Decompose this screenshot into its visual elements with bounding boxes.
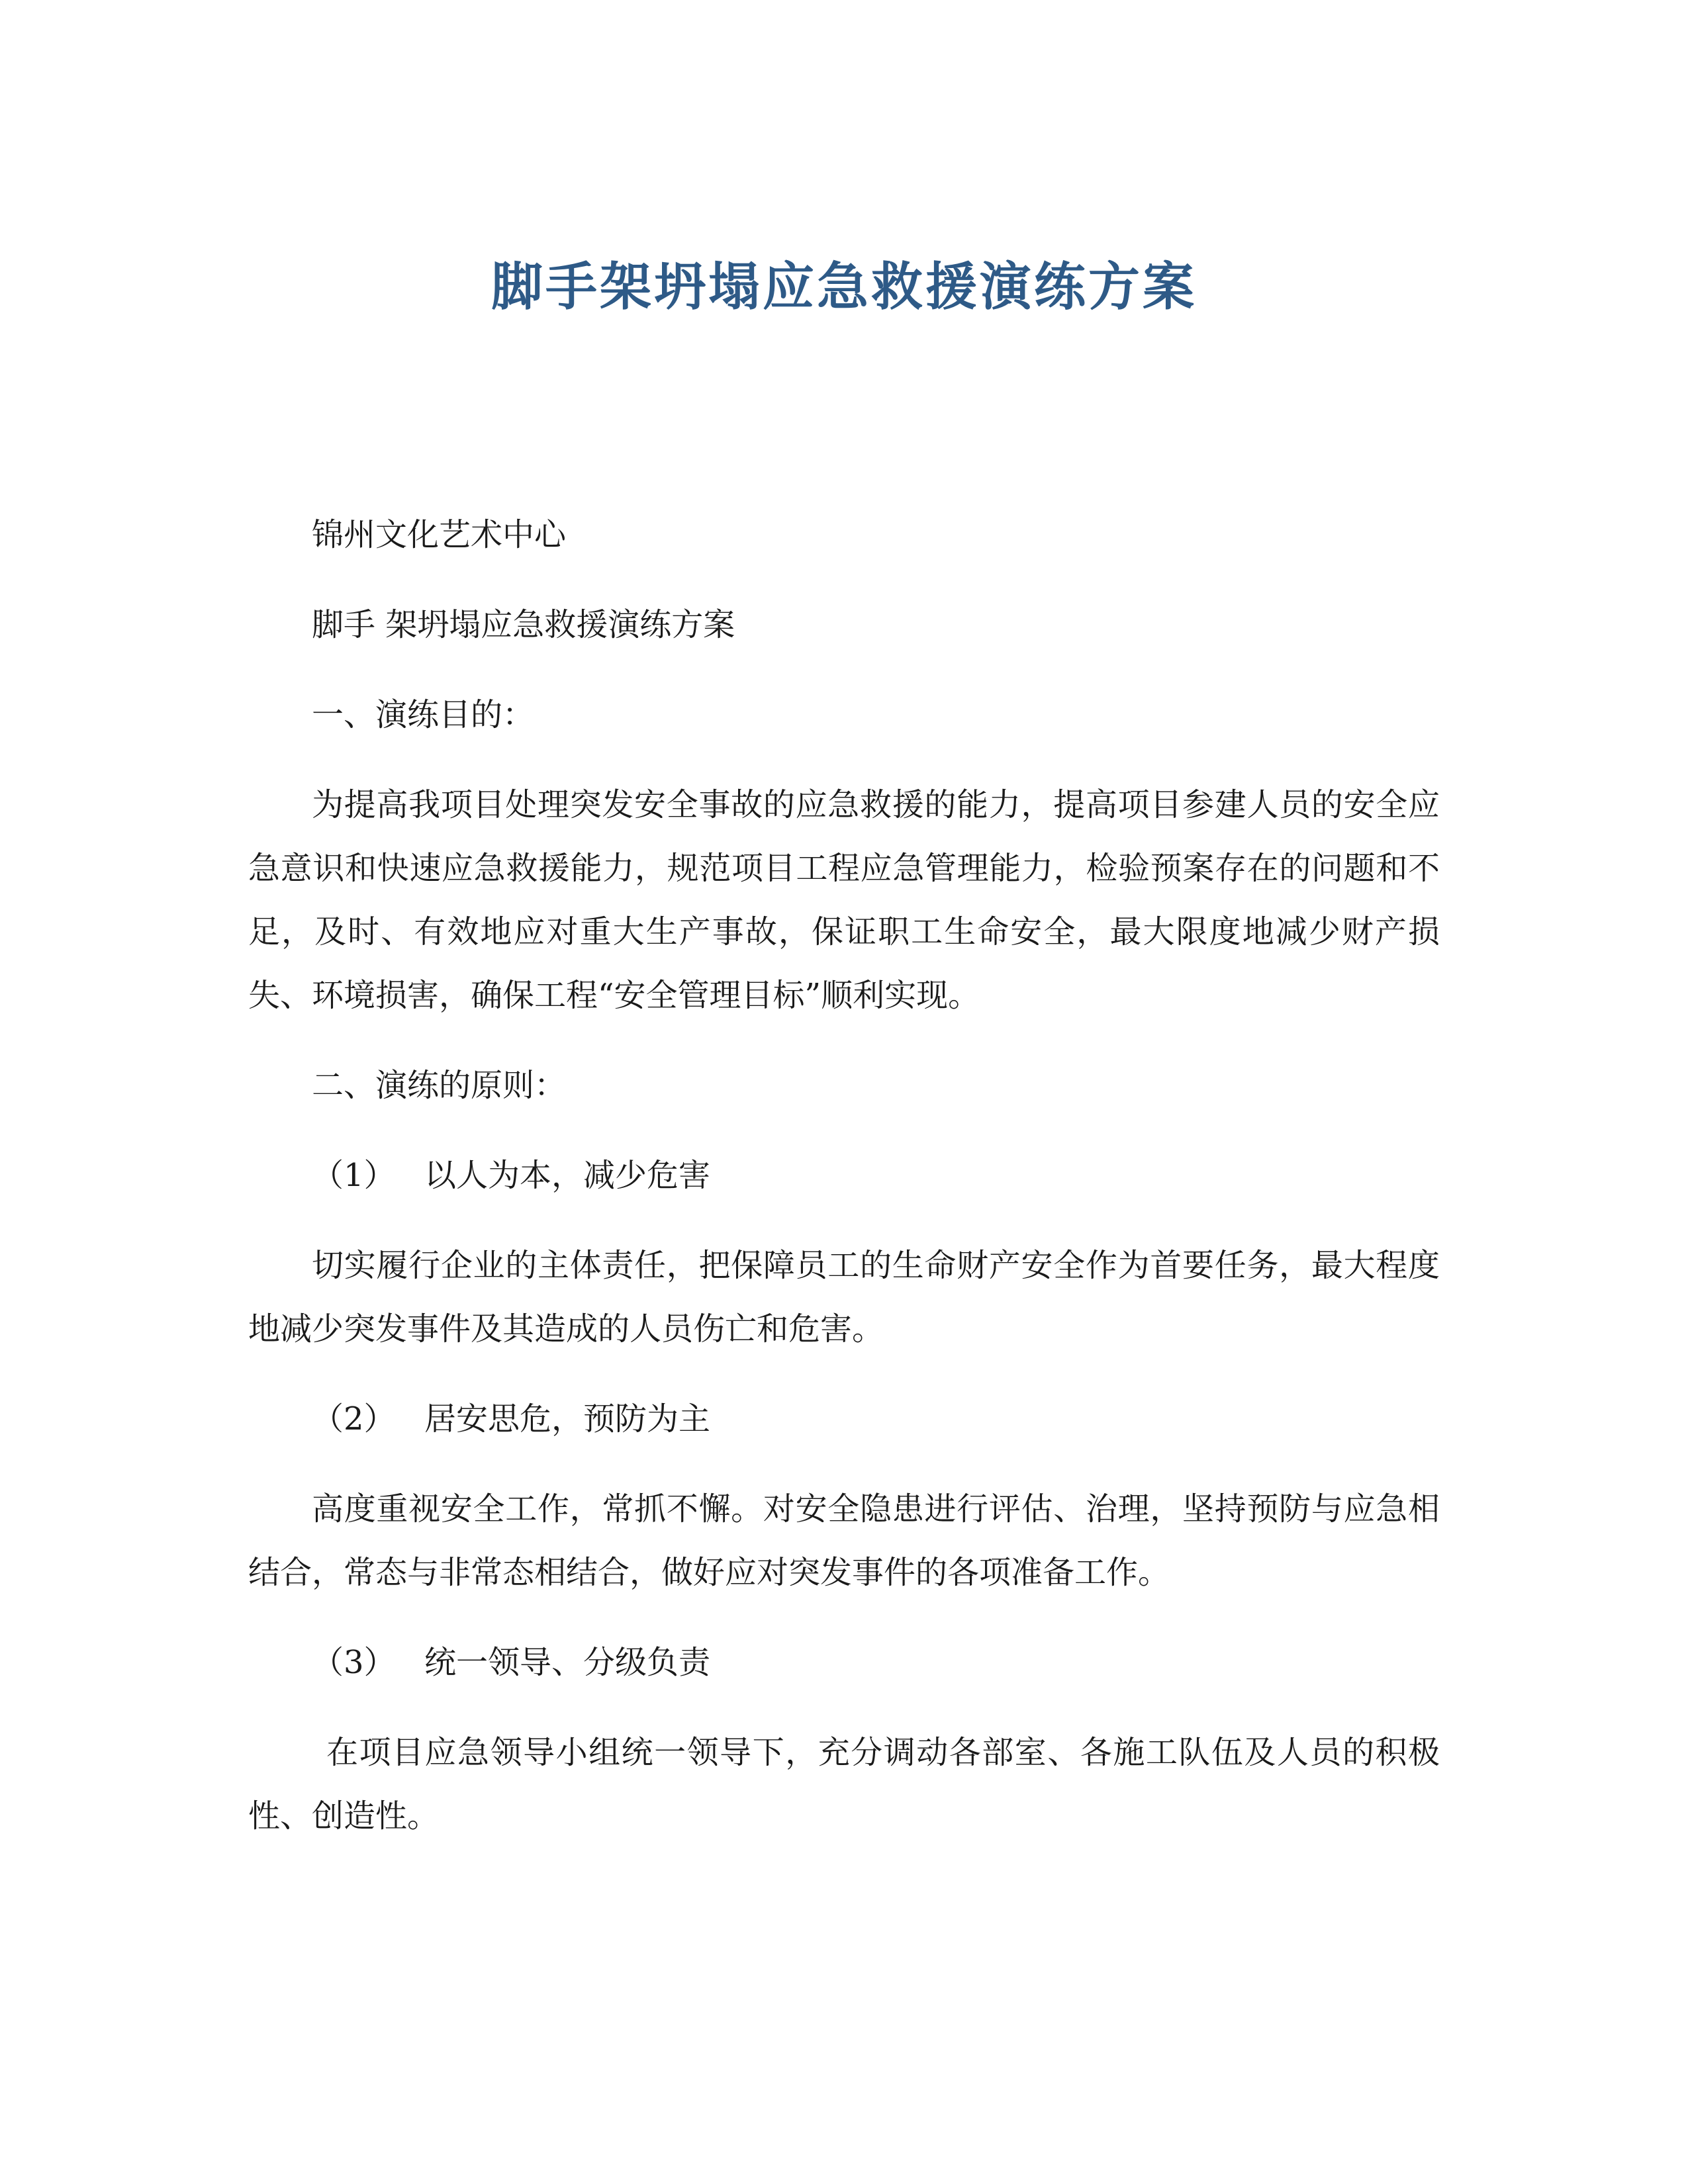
principle-title: 以人为本，减少危害 — [424, 1157, 711, 1194]
purpose-paragraph: 为提高我项目处理突发安全事故的应急救援的能力，提高项目参建人员的安全应急意识和快速应急救援能力，规范项目工程应急管理能力，检验预案存在的问题和不足，及时、有效地应对重大生产事故，保证职工生命安全，最大限度地减少财产损失、环境损害，确保工程“安全管理目标”顺利实现。 — [248, 786, 1440, 1014]
principle-title: 统一领导、分级负责 — [424, 1644, 711, 1681]
principle-title: 居安思危，预防为主 — [424, 1400, 711, 1437]
subtitle-line: 脚手 架坍塌应急救援演练方案 — [312, 606, 735, 643]
principle-number: （1） — [312, 1157, 396, 1194]
principle-number: （3） — [312, 1644, 396, 1681]
principle-paragraph-1: 切实履行企业的主体责任，把保障员工的生命财产安全作为首要任务，最大程度地减少突发事件及其造成的人员伤亡和危害。 — [248, 1247, 1440, 1347]
principle-paragraph-2: 高度重视安全工作，常抓不懈。对安全隐患进行评估、治理，坚持预防与应急相结合，常态与非常态相结合，做好应对突发事件的各项准备工作。 — [248, 1490, 1440, 1591]
principle-heading-2 — [248, 1387, 1440, 1451]
principle-heading-3 — [248, 1631, 1440, 1694]
principle-heading-1 — [248, 1144, 1440, 1207]
section-heading-purpose: 一、演练目的： — [312, 696, 535, 733]
document-title: 脚手架坍塌应急救援演练方案 — [491, 257, 1197, 317]
document-body — [248, 503, 1440, 1874]
organization-line: 锦州文化艺术中心 — [312, 516, 567, 553]
principle-number: （2） — [312, 1400, 396, 1437]
section-heading-principles: 二、演练的原则： — [312, 1067, 567, 1104]
principle-paragraph-3: 在项目应急领导小组统一领导下，充分调动各部室、各施工队伍及人员的积极性、创造性。 — [248, 1734, 1440, 1835]
